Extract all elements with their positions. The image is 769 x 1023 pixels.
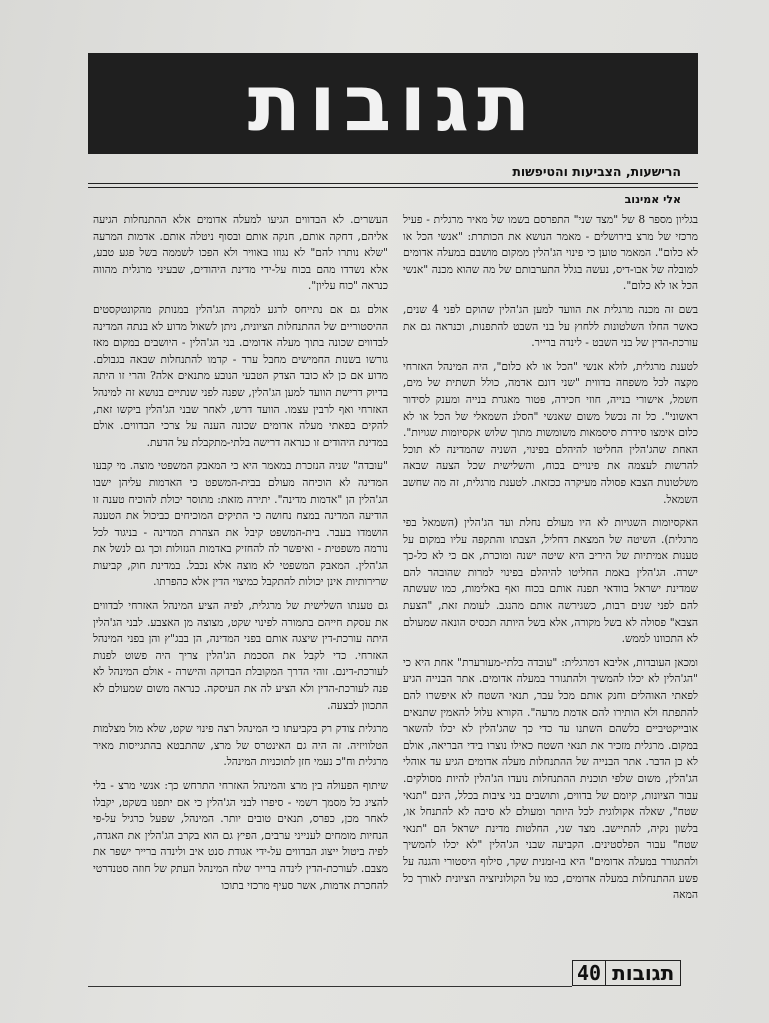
paragraph: בגליון מספר 8 של "מצד שני" התפרסם בשמו של מאיר מרגלית - פעיל מרכזי של מרצ בירושלים - מאמר הנושא את הכותרת: "אנשי הכל או לא כלום". המאמר טוען כי פינוי הג'הלין ממקום מושבם במעלה אדומים למובלה של אבו-דיס, נעשה בגלל התערבותם של מה שהוא מכנה "אנשי הכל או לא כלום".	[403, 213, 698, 293]
paragraph: האקסיומות השגויות לא היו מעולם נחלת ועד הג'הלין (השמאל בפי מרגלית). השיטה של המצאת דחליל, הצבתו והתקפה עליו במקום על טענות אמיתיות של היריב היא שיטה ישנה ומוכרת, אם כי לא כל-כך ישרה. הג'הלין באמת החליטו להיהלם בפינוי למרות שהובהר להם שמדינת ישראל בוודאי תפנה אותם בכוח ואף באלימות, כמו שעשתה להם לפני שנים רבות, כשגירשה אותם מהנגב. לעומת זאת, "הצעת הצבא" פסולה לא בשל מקורה, אלא בשל היותה תכסיס הונאה שמעולם לא התכוונו לממש.	[403, 516, 698, 646]
paragraph: גם טענתו השלישית של מרגלית, לפיה הציע המינהל האזרחי לבדווים את עסקת חייהם בתמורה לפינוי שקט, מצוצה מן האצבע. לבני הג'הלין היתה עורכת-דין שיצגה אותם בפני המדינה, הן בבג"ץ והן בפני המינהל האזרחי. כדי לקבל את הסכמת הג'הלין צריך היה פשוט לפנות לעורכת-דינם. זוהי הדרך המקובלת הבדוקה והישרה - אולם המינהל לא פנה לעורכת-הדין ולא הציע לה את העיסקה. כנראה משום שמעולם לא התכוון לבצעה.	[93, 599, 388, 712]
article-column-right	[403, 212, 698, 947]
headline-rule-thin	[88, 187, 698, 188]
footer-magazine-name: תגובות	[606, 960, 681, 986]
paragraph: שיתוף הפעולה בין מרצ והמינהל האזרחי התרחש כך: אנשי מרצ - בלי להציג כל מסמך רשמי - סיפרו לבני הג'הלין כי אם יתפנו בשקט, יקבלו לאחר מכן, כפרס, תנאים טובים יותר. המינהל, שפעל כרגיל על-פי הנחיות מומחים לענייני ערבים, הפיץ גם הוא בקרב הג'הלין את האגדה, לפיה ביטול ייצוג הבדווים על-ידי אגודת סנט איב ולינדה ברייר ישפר את מצבם. לעורכת-הדין לינדה ברייר שלח המינהל העתק של חוזה סטנדרטי להחכרת אדמות, אשר סעיף מרכזי בתוכו	[93, 779, 388, 892]
paragraph: "עובדה" שניה הנזכרת במאמר היא כי המאבק המשפטי מוצה. מי קבעו המדינה לא הוכיחה מעולם בבית-המשפט כי האדמות עליהן ישבו הג'הלין הן "אדמות מדינה". יתירה מזאת: מתוסר יכולת להוכיח טענה זו הודיעה המדינה במצח נחושה כי התיקים המוכיחים כביכול את הטענה הושמדו בעבר. בית-המשפט קיבל את הצהרת המדינה - בניגוד לכל נורמה משפטית - ואיפשר לה להחזיק באדמות הגזולות וכך גם לנשל את הג'הלין. המאבק המשפטי לא מוצה אלא נכבל. במדינת חוק, קביעות שרירותיות אינן יכולות להתקבל כמיצוי הדין אלא כהפרתו.	[93, 459, 388, 589]
headline-rule	[88, 183, 698, 184]
article-column-left	[93, 212, 388, 947]
paragraph: העשרים. לא הבדווים הגיעו למעלה אדומים אלא ההתנחלות הגיעה אליהם, דחקה אותם, חנקה אותם ובסוף ניטלה אותם. אדמות המרעה "שלא נותרו להם" לא נגוזו באוויר ולא הפכו לשממה בשל פגע טבע, אלא נשדדו מהם בכוח על-ידי מדינת היהודים, שבעיני מרגלית מהווה כנראה "כוח עליון".	[93, 213, 388, 293]
footer-rule	[88, 986, 572, 987]
article-author: אלי אמינוב	[624, 193, 681, 206]
page-footer	[572, 960, 681, 986]
paragraph: ומכאן העובדות, אליבא דמרגלית: "עובדה בלתי-מעורערת" אחת היא כי "הג'הלין לא יכלו להמשיך ולהתגורר במעלה אדומים. אתר הבנייה הגיע לפאתי האוהלים וחנק אותם מכל עבר, תנאי השטח לא איפשרו להם להתפתח ולא הותירו להם אדמת מרעה". הקורא עלול להאמין שתנאים אובייקטיביים כלשהם השתנו עד כדי כך שהג'הלין לא יכלו להשאר במקום. מרגלית מזכיר את תנאי השטח כאילו נוצרו בידי הבריאה, אולם לא כן הדבר. אתר הבנייה של ההתנחלות מעלה אדומים הגיע עד אוהלי הג'הלין, משום שלפי תוכנית ההתנחלות נועדו הג'הלין להיות מסולקים. עבור הציונות, קיומם של בדווים, ותושבים בני ציבות בכלל, הינם "תנאי שטח", שאלה אקולוגית לכל היותר ומעולם לא סיבה לא להתנחל או, בלשון נקיה, להתיישב. מצד שני, החלטות מדינת ישראל הם "תנאי שטח" עבור הפלסטינים. הקביעה שבני הג'הלין "לא יכלו להמשיך ולהתגורר במעלה אדומים" היא בו-זמנית שקר, סילוף היסטורי והגנה על פשע ההתנחלות במעלה אדומים, כמו על הקולוניזציה הציונית לאורך כל המאה	[403, 655, 698, 902]
article-headline: הרישעות, הצביעות והטיפשות	[512, 164, 681, 179]
paragraph: לטענת מרגלית, לולא אנשי "הכל או לא כלום", היה המינהל האזרחי מקצה לכל משפחה בדווית "שני דונם אדמה, כולל תשתית של מים, חשמל, אישורי בנייה, חוזי חכירה, פטור מאגרת בנייה ומענק לסידור ראשוני". כל זה נכשל משום שאנשי "הסלנ השמאלי של הכל או לא כלום אימצו סידרת סיסמאות משומשות מתוך שלוש אקסיומות שגויות". האחת שהג'הלין החליטו להיהלם בפינוי, השניה שהמדינה לא תוכל להרשות לעצמה את פינויים בכוח, והשלישית שכל הצעה שבאה משלטונות הצבא פסולה מעיקרה ככזאת. לטענת מרגלית, זה מה שחשב השמאל.	[403, 359, 698, 506]
paragraph: אולם גם אם נתייחס לרגע למקרה הג'הלין במנותק מהקונטקסטים ההיסטוריים של ההתנחלות הציונית, ניתן לשאול מדוע לא בנתה המדינה לבדווים שכונה בתוך מעלה אדומים. בני הג'הלין - היושבים במקום מאז גורשו בשנות החמישים מחבל ערד - קדמו להתנחלות שבאה בגבולם. מדוע אם כן לא כובד הצדק הטבעי הנובע מתנאים אלה? והרי זו היתה בדיוק דרישת הוועד למען הג'הלין, שפנה לפני שנתיים בנושא זה למינהל האזרחי ואף לרבין עצמו. הוועד דרש, לאחר שבני הג'הלין ביקשו זאת, להקים בפאתי מעלה אדומים שכונה הענה על צרכי הבדווים. אולם במדינת היהודים זו כנראה דרישה בלתי-מתקבלת על הדעת.	[93, 302, 388, 449]
section-title: תגובות	[247, 58, 539, 149]
paragraph: בשם זה מכנה מרגלית את הוועד למען הג'הלין שהוקם לפני 4 שנים, כאשר החלו השלטונות ללחוץ על בני השבט להתפנות, וכנראה גם את עורכת-הדין של בני השבט - לינדה ברייר.	[403, 302, 698, 350]
section-banner	[88, 53, 698, 154]
page-number: 40	[572, 960, 606, 986]
paragraph: מרגלית צודק רק בקביעתו כי המינהל רצה פינוי שקט, שלא מול מצלמות הטלוויזיה. זה היה גם האינטרס של מרצ, שהתבטא בהתגייסות מאיר מרגלית וח"כ נעמי חזן לתוכניות המינהל.	[93, 722, 388, 769]
